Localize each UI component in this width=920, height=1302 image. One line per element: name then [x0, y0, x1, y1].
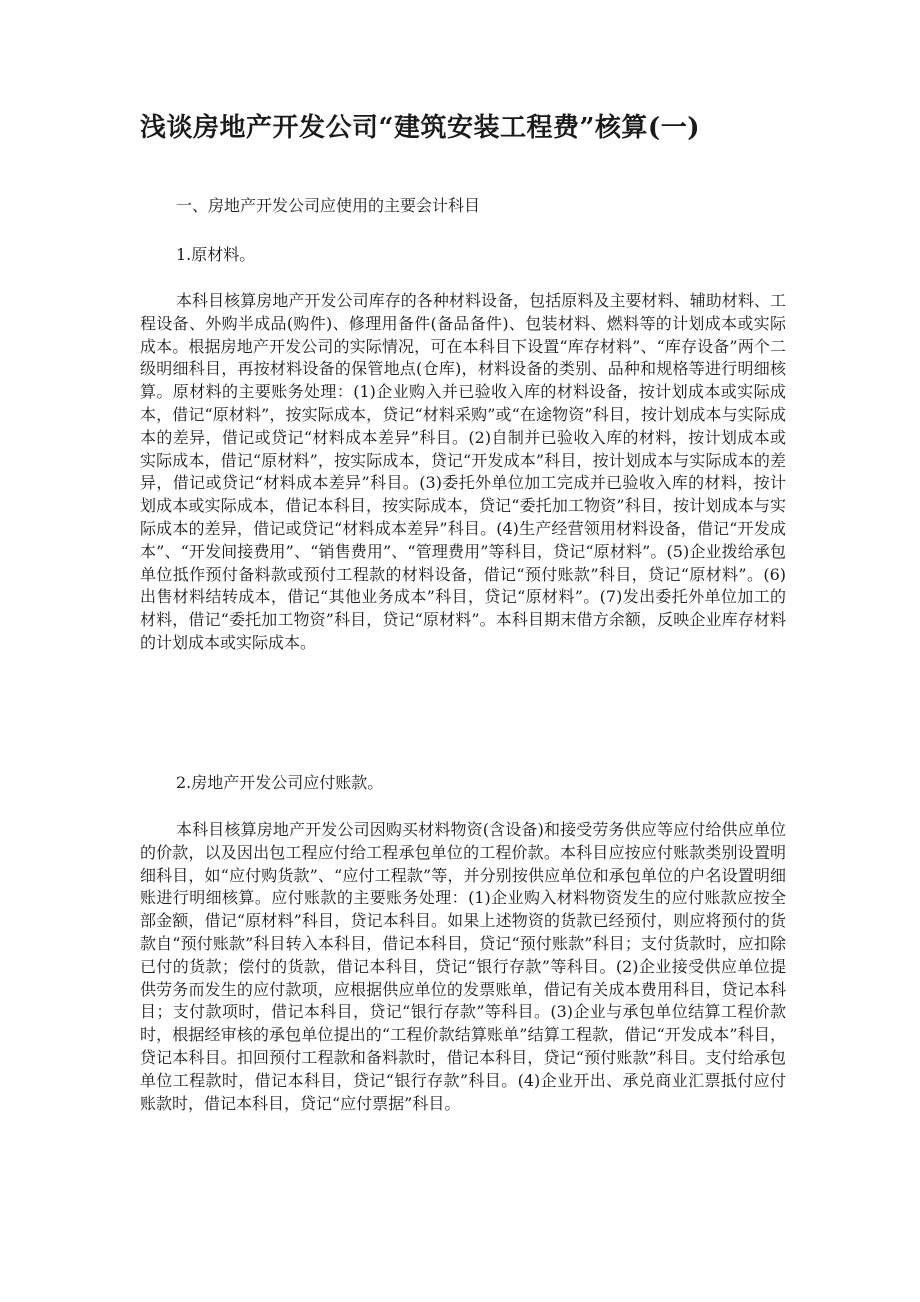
document-title: 浅谈房地产开发公司“建筑安装工程费”核算(一) [140, 113, 701, 143]
section-heading: 一、房地产开发公司应使用的主要会计科目 [176, 196, 481, 215]
item1-paragraph: 本科目核算房地产开发公司库存的各种材料设备，包括原料及主要材料、辅助材料、工程设备、外购半成品(购件)、修理用备件(备品备件)、包装材料、燃料等的计划成本或实际成本。根据房地产开发公司的实际情况，可在本科目下设置“库存材料”、“库存设备”两个二级明细科目，再按材料设备的保管地点(仓库)，材料设备的类别、品种和规格等进行明细核算。原材料的主要账务处理：(1)企业购入并已验收入库的材料设备，按计划成本或实际成本，借记“原材料”，按实际成本，贷记“材料采购”或“在途物资”科目，按计划成本与实际成本的差异，借记或贷记“材料成本差异”科目。(2)自制并已验收入库的材料，按计划成本或实际成本，借记“原材料”，按实际成本，贷记“开发成本”科目，按计划成本与实际成本的差异，借记或贷记“材料成本差异”科目。(3)委托外单位加工完成并已验收入库的材料，按计划成本或实际成本，借记本科目，按实际成本，贷记“委托加工物资”科目，按计划成本与实际成本的差异，借记或贷记“材料成本差异”科目。(4)生产经营领用材料设备，借记“开发成本”、“开发间接费用”、“销售费用”、“管理费用”等科目，贷记“原材料”。(5)企业拨给承包单位抵作预付备料款或预付工程款的材料设备，借记“预付账款”科目，贷记“原材料”。(6)出售材料结转成本，借记“其他业务成本”科目，贷记“原材料”。(7)发出委托外单位加工的材料，借记“委托加工物资”科目，贷记“原材料”。本科目期末借方余额，反映企业库存材料的计划成本或实际成本。 [140, 291, 786, 652]
item2-heading: 2.房地产开发公司应付账款。 [176, 773, 384, 792]
item2-paragraph: 本科目核算房地产开发公司因购买材料物资(含设备)和接受劳务供应等应付给供应单位的价款，以及因出包工程应付给工程承包单位的工程价款。本科目应按应付账款类别设置明细科目，如“应付购货款”、“应付工程款”等，并分别按供应单位和承包单位的户名设置明细账进行明细核算。应付账款的主要账务处理：(1)企业购入材料物资发生的应付账款应按全部金额，借记“原材料”科目，贷记本科目。如果上述物资的货款已经预付，则应将预付的货款自“预付账款”科目转入本科目，借记本科目，贷记“预付账款”科目；支付货款时，应扣除已付的货款；偿付的货款，借记本科目，贷记“银行存款”等科目。(2)企业接受供应单位提供劳务而发生的应付款项，应根据供应单位的发票账单，借记有关成本费用科目，贷记本科目；支付款项时，借记本科目，贷记“银行存款”等科目。(3)企业与承包单位结算工程价款时，根据经审核的承包单位提出的“工程价款结算账单”结算工程款，借记“开发成本”科目，贷记本科目。扣回预付工程款和备料款时，借记本科目，贷记“预付账款”科目。支付给承包单位工程款时，借记本科目，贷记“银行存款”科目。(4)企业开出、承兑商业汇票抵付应付账款时，借记本科目，贷记“应付票据”科目。 [140, 820, 786, 1113]
item1-heading: 1.原材料。 [176, 245, 256, 264]
